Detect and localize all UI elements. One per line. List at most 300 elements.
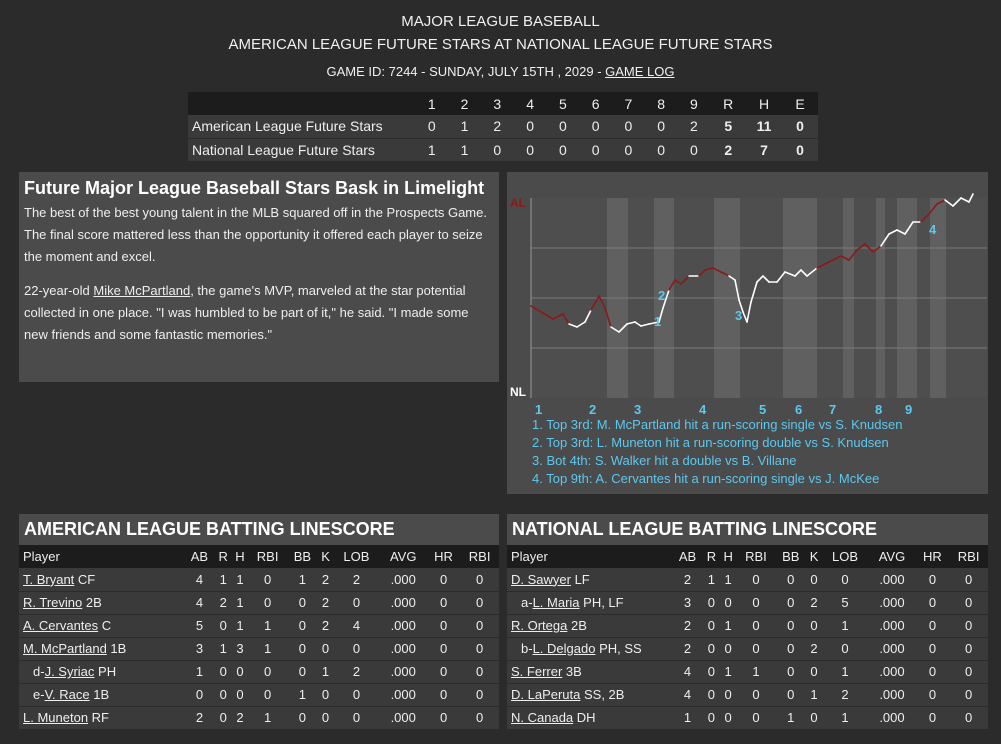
batter-row (507, 568, 988, 591)
batter-stat: 0 (737, 637, 776, 660)
batter-stat: 2 (806, 591, 822, 614)
batter-stat: 0 (333, 637, 379, 660)
story-text: , the game's MVP, marveled at the star potential collected in one place. "I was humbled to be part of it," he said. "I made some new friends and some fantastic memories." (24, 283, 469, 342)
batting-column-header: RBI (248, 545, 287, 568)
batter-stat: 1 (822, 614, 869, 637)
linescore-column-header: 4 (514, 92, 547, 115)
linescore-column-header: 2 (448, 92, 481, 115)
batter-position: 1B (89, 687, 110, 702)
batter-stat: 1 (318, 660, 333, 683)
batter-stat: 5 (184, 614, 215, 637)
al-batting-linescore (19, 514, 499, 729)
total-errors: 0 (782, 138, 818, 161)
batter-stat: .000 (380, 683, 427, 706)
batter-stat: .000 (380, 660, 427, 683)
batter-stat: 0 (703, 637, 720, 660)
batter-name-link[interactable]: L. Maria (532, 595, 580, 610)
batter-name-link[interactable]: N. Canada (511, 710, 574, 726)
batter-stat: 2 (321, 571, 330, 587)
batting-column-header: LOB (333, 545, 379, 568)
batter-position: CF (74, 571, 96, 587)
batter-stat: 0 (787, 571, 795, 587)
batter-stat: 0 (810, 571, 818, 587)
batter-stat: 0 (703, 706, 720, 729)
key-play-item: 2. Top 3rd: L. Muneton hit a run-scoring double vs S. Knudsen (532, 435, 889, 450)
batter-stat: 3 (232, 637, 249, 660)
batter-stat: 1 (806, 683, 822, 706)
batter-stat: 0 (184, 683, 215, 706)
linescore-header (188, 92, 818, 115)
batting-column-header: R (215, 545, 232, 568)
key-play-marker: 1 (654, 314, 662, 329)
batter-name-link[interactable]: V. Race (44, 687, 90, 702)
batter-cell (19, 637, 184, 660)
batter-cell (507, 706, 672, 729)
batter-stat: .000 (868, 614, 915, 637)
batter-stat: 0 (287, 614, 318, 637)
batting-column-header: BB (287, 545, 318, 568)
inning-runs: 1 (415, 138, 448, 161)
inning-runs: 1 (460, 118, 469, 135)
batter-stat: 0 (248, 591, 287, 614)
batter-name-link[interactable]: R. Trevino (23, 595, 83, 610)
batting-column-header: K (806, 545, 822, 568)
batting-column-header: K (318, 545, 333, 568)
inning-runs: 0 (678, 138, 711, 161)
linescore-column-header: 9 (678, 92, 711, 115)
batter-stat: 4 (333, 614, 379, 637)
batter-position: PH (94, 664, 117, 679)
linescore-column-header: 8 (645, 92, 678, 115)
batter-position: PH, SS (595, 641, 642, 656)
batter-stat: 0 (333, 683, 379, 706)
inning-runs: 0 (526, 118, 534, 135)
game-info-text: GAME ID: 7244 - SUNDAY, JULY 15TH , 2029 - (326, 64, 606, 79)
batter-stat: 1 (287, 683, 318, 706)
story-paragraph-2 (24, 280, 494, 346)
inning-runs: 0 (591, 118, 600, 135)
batter-row (19, 568, 499, 591)
graph-top-label: AL (510, 196, 526, 210)
inning-label: 8 (875, 402, 883, 417)
batter-stat: 0 (287, 660, 318, 683)
batter-row (19, 614, 499, 637)
batter-stat: 0 (215, 706, 232, 729)
batter-name-link[interactable]: M. McPartland (23, 641, 107, 656)
batter-stat: .000 (868, 637, 915, 660)
batting-column-header: RBI (949, 545, 988, 568)
batter-stat: 1 (720, 660, 737, 683)
linescore-column-header: 7 (612, 92, 645, 115)
batter-cell (19, 660, 184, 683)
inning-runs: 0 (514, 138, 547, 161)
batter-name-link[interactable]: R. Ortega (511, 618, 568, 633)
batter-row (507, 614, 988, 637)
batter-stat: 0 (287, 591, 318, 614)
inning-runs: 2 (690, 118, 698, 135)
batting-column-header: AB (672, 545, 703, 568)
batter-stat: 2 (352, 571, 361, 587)
batter-stat: 1 (184, 660, 215, 683)
batter-stat: 0 (215, 660, 232, 683)
linescore-column-header: H (746, 92, 782, 115)
total-hits: 7 (746, 138, 782, 161)
batting-column-header: Player (507, 545, 672, 568)
batter-stat: 0 (775, 637, 806, 660)
batter-cell (507, 660, 672, 683)
batter-cell (19, 591, 184, 614)
batter-cell (19, 683, 184, 706)
inning-runs: 2 (493, 118, 502, 135)
batter-stat: 0 (460, 637, 499, 660)
batter-stat: 0 (476, 571, 484, 587)
batter-position: 1B (106, 641, 127, 656)
batting-column-header: RBI (460, 545, 499, 568)
linescore-column-header: E (782, 92, 818, 115)
linescore-column-header: 3 (481, 92, 514, 115)
batter-stat: 0 (737, 614, 776, 637)
batter-cell (507, 591, 672, 614)
inning-runs: 0 (657, 118, 666, 135)
win-probability-chart (507, 172, 988, 494)
batter-row (507, 660, 988, 683)
batter-stat: 1 (707, 571, 715, 587)
batter-stat: 4 (672, 660, 703, 683)
batter-stat: 0 (460, 683, 499, 706)
batter-stat: 0 (822, 637, 869, 660)
linescore-row (188, 115, 818, 138)
batter-stat: .000 (380, 591, 427, 614)
batter-stat: 0 (427, 614, 460, 637)
game-story (19, 172, 499, 382)
batter-row (19, 706, 499, 729)
batter-stat: 0 (916, 637, 950, 660)
key-play-item: 1. Top 3rd: M. McPartland hit a run-scoring single vs S. Knudsen (532, 417, 903, 432)
game-info (0, 64, 1001, 79)
batter-stat: .000 (879, 571, 905, 587)
batter-row (507, 637, 988, 660)
batter-stat: 2 (318, 614, 333, 637)
key-play-item: 4. Top 9th: A. Cervantes hit a run-scoring single vs J. McKee (532, 471, 880, 486)
batter-position: 2B (82, 595, 102, 610)
inning-runs: 0 (579, 138, 612, 161)
batter-stat: .000 (390, 571, 416, 587)
linescore-column-header: R (710, 92, 746, 115)
batter-stat: 0 (703, 660, 720, 683)
batter-row (507, 683, 988, 706)
batter-name-link[interactable]: A. Cervantes (23, 618, 99, 633)
key-play-marker: 4 (929, 222, 937, 237)
batter-stat: 0 (916, 683, 950, 706)
batter-prefix: d- (33, 664, 45, 679)
batter-stat: 0 (949, 614, 988, 637)
batter-stat: 2 (822, 683, 869, 706)
batter-stat: 0 (318, 706, 333, 729)
batter-stat: .000 (868, 683, 915, 706)
story-text: 22-year-old (24, 283, 94, 298)
batter-stat: 0 (949, 591, 988, 614)
batter-stat: 0 (775, 660, 806, 683)
batter-stat: 1 (248, 706, 287, 729)
batter-stat: .000 (380, 706, 427, 729)
batter-stat: 0 (949, 706, 988, 729)
graph-bottom-label: NL (510, 385, 526, 399)
batter-stat: 0 (427, 591, 460, 614)
batter-row (507, 706, 988, 729)
batter-stat: 0 (720, 591, 737, 614)
batter-stat: 0 (427, 683, 460, 706)
batter-stat: 1 (822, 706, 869, 729)
batter-stat: 0 (333, 706, 379, 729)
batting-column-header: AVG (380, 545, 427, 568)
batter-stat: 0 (318, 637, 333, 660)
batter-prefix: a- (521, 595, 533, 610)
batter-stat: 0 (248, 660, 287, 683)
batter-stat: 1 (219, 571, 227, 587)
batter-cell (19, 614, 184, 637)
batter-stat: 0 (737, 591, 776, 614)
batter-stat: 1 (232, 591, 249, 614)
al-batting-title: AMERICAN LEAGUE BATTING LINESCORE (19, 514, 499, 545)
nl-batting-header (507, 545, 988, 568)
batter-stat: 0 (215, 683, 232, 706)
batter-name-link[interactable]: D. Sawyer (511, 571, 571, 587)
inning-label: 2 (589, 402, 597, 417)
batter-position: LF (570, 571, 590, 587)
linescore-column-header (188, 92, 415, 115)
batter-stat: 0 (964, 571, 973, 587)
total-errors: 0 (796, 118, 804, 135)
batter-stat: 5 (822, 591, 869, 614)
inning-runs: 0 (624, 118, 633, 135)
inning-label: 7 (829, 402, 837, 417)
batter-stat: 0 (806, 660, 822, 683)
batter-stat: .000 (868, 660, 915, 683)
batter-stat: 0 (841, 571, 849, 587)
inning-runs: 0 (546, 138, 579, 161)
batter-stat: 0 (806, 706, 822, 729)
inning-label: 6 (795, 402, 803, 417)
batter-position: 2B (567, 618, 587, 633)
batter-stat: 0 (460, 660, 499, 683)
batting-column-header: AB (184, 545, 215, 568)
batter-stat: 0 (232, 660, 249, 683)
batter-stat: 0 (806, 614, 822, 637)
batter-stat: 0 (427, 660, 460, 683)
batter-stat: 0 (460, 706, 499, 729)
batter-name-link[interactable]: J. Syriac (44, 664, 95, 679)
batter-stat: 3 (672, 591, 703, 614)
batter-stat: 0 (215, 614, 232, 637)
batting-column-header: R (703, 545, 720, 568)
inning-label: 1 (535, 402, 543, 417)
inning-label: 5 (759, 402, 767, 417)
batter-stat: 0 (775, 614, 806, 637)
batter-stat: 0 (318, 683, 333, 706)
batter-stat: 2 (333, 660, 379, 683)
batter-stat: 0 (287, 706, 318, 729)
batter-stat: 4 (184, 591, 215, 614)
batting-column-header: Player (19, 545, 184, 568)
batter-stat: 0 (264, 571, 272, 587)
mvp-player-link[interactable]: Mike McPartland (93, 283, 191, 298)
batter-stat: 0 (460, 614, 499, 637)
batter-position: RF (88, 710, 109, 726)
batter-stat: 2 (232, 706, 249, 729)
league-title: MAJOR LEAGUE BASEBALL (401, 13, 600, 30)
inning-label: 9 (905, 402, 913, 417)
inning-runs: 0 (558, 118, 567, 135)
batter-stat: 1 (822, 660, 869, 683)
batter-stat: 0 (928, 571, 937, 587)
inning-linescore (188, 92, 818, 161)
batter-stat: 0 (720, 683, 737, 706)
batter-cell (507, 568, 672, 591)
key-play-marker: 2 (658, 288, 666, 303)
batter-stat: 0 (232, 683, 249, 706)
batter-stat: 1 (236, 571, 244, 587)
al-batting-table (19, 545, 499, 729)
batter-stat: 0 (775, 683, 806, 706)
batting-column-header: LOB (822, 545, 869, 568)
al-batting-header (19, 545, 499, 568)
linescore-column-header: 6 (579, 92, 612, 115)
batter-stat: 0 (427, 706, 460, 729)
inning-runs: 1 (448, 138, 481, 161)
key-play-item: 3. Bot 4th: S. Walker hit a double vs B. Villane (532, 453, 797, 468)
win-probability-graph (507, 172, 988, 417)
batter-stat: 0 (427, 637, 460, 660)
batter-stat: 2 (683, 571, 692, 587)
batter-stat: 2 (806, 637, 822, 660)
batter-stat: 0 (949, 660, 988, 683)
batter-position: DH (573, 710, 596, 726)
batter-stat: 0 (916, 660, 950, 683)
batter-stat: 1 (232, 614, 249, 637)
batter-stat: .000 (868, 706, 915, 729)
batting-column-header: H (720, 545, 737, 568)
linescore-row (188, 138, 818, 161)
linescore-column-header: 5 (546, 92, 579, 115)
batter-stat: 0 (333, 591, 379, 614)
batter-stat: .000 (380, 614, 427, 637)
matchup-title: AMERICAN LEAGUE FUTURE STARS AT NATIONAL LEAGUE FUTURE STARS (228, 36, 773, 53)
batter-position: SS, 2B (580, 687, 625, 702)
nl-batting-linescore (507, 514, 988, 729)
batter-stat: 0 (737, 706, 776, 729)
batter-stat: 2 (215, 591, 232, 614)
batter-name-link[interactable]: D. LaPeruta (511, 687, 581, 702)
inning-label: 3 (634, 402, 642, 417)
batter-position: PH, LF (579, 595, 624, 610)
batter-name-link[interactable]: L. Delgado (532, 641, 596, 656)
batter-stat: 0 (737, 683, 776, 706)
batter-stat: 2 (184, 706, 215, 729)
batter-stat: 2 (672, 614, 703, 637)
inning-label: 4 (699, 402, 707, 417)
key-plays-list (532, 416, 982, 488)
batter-stat: 0 (720, 706, 737, 729)
batting-column-header: AVG (868, 545, 915, 568)
batter-row (19, 637, 499, 660)
batter-cell (19, 568, 184, 591)
game-log-link[interactable]: GAME LOG (605, 64, 675, 79)
inning-runs: 0 (645, 138, 678, 161)
batter-stat: 1 (720, 614, 737, 637)
batter-row (19, 591, 499, 614)
batter-stat: 1 (672, 706, 703, 729)
batter-name-link[interactable]: T. Bryant (23, 571, 75, 587)
batter-stat: 2 (318, 591, 333, 614)
batting-column-header: BB (775, 545, 806, 568)
team-name: American League Future Stars (192, 118, 383, 135)
batter-cell (19, 706, 184, 729)
total-hits: 11 (756, 118, 772, 135)
batting-column-header: RBI (737, 545, 776, 568)
inning-runs: 0 (481, 138, 514, 161)
inning-runs: 0 (612, 138, 645, 161)
batter-stat: 1 (775, 706, 806, 729)
batter-row (507, 591, 988, 614)
batter-stat: 0 (916, 614, 950, 637)
team-name: National League Future Stars (188, 138, 415, 161)
batter-stat: 1 (737, 660, 776, 683)
batter-cell (507, 614, 672, 637)
batter-position: 3B (562, 664, 582, 679)
batter-position: C (98, 618, 112, 633)
inning-runs: 0 (427, 118, 436, 135)
batter-stat: 4 (672, 683, 703, 706)
batter-stat: 2 (672, 637, 703, 660)
batter-stat: 4 (195, 571, 204, 587)
batter-stat: 0 (439, 571, 448, 587)
batter-stat: 3 (184, 637, 215, 660)
batter-prefix: e- (33, 687, 45, 702)
key-play-marker: 3 (735, 308, 743, 323)
batting-column-header: HR (916, 545, 950, 568)
batter-cell (507, 637, 672, 660)
batter-stat: 1 (248, 637, 287, 660)
batter-stat: 0 (916, 706, 950, 729)
batter-stat: 0 (949, 637, 988, 660)
batter-name-link[interactable]: S. Ferrer (511, 664, 563, 679)
batter-stat: 0 (752, 571, 760, 587)
batter-cell (507, 683, 672, 706)
batter-name-link[interactable]: L. Muneton (23, 710, 89, 726)
batter-row (19, 683, 499, 706)
nl-batting-title: NATIONAL LEAGUE BATTING LINESCORE (507, 514, 988, 545)
batter-stat: 0 (248, 683, 287, 706)
batter-stat: 1 (298, 571, 306, 587)
batter-stat: 1 (248, 614, 287, 637)
batter-stat: 0 (916, 591, 950, 614)
batter-stat: 0 (460, 591, 499, 614)
batter-stat: 0 (775, 591, 806, 614)
total-runs: 5 (724, 118, 733, 135)
total-runs: 2 (710, 138, 746, 161)
batter-stat: 0 (287, 637, 318, 660)
batter-stat: 1 (215, 637, 232, 660)
story-paragraph-1: The best of the best young talent in the MLB squared off in the Prospects Game. The final score mattered less than the opportunity it offered each player to seize the moment and excel. (24, 205, 487, 264)
batting-column-header: H (232, 545, 249, 568)
batter-stat: 1 (724, 571, 732, 587)
nl-batting-table (507, 545, 988, 729)
batter-stat: 0 (703, 683, 720, 706)
batter-stat: .000 (868, 591, 915, 614)
linescore-column-header: 1 (415, 92, 448, 115)
batter-stat: 0 (720, 637, 737, 660)
batter-row (19, 660, 499, 683)
